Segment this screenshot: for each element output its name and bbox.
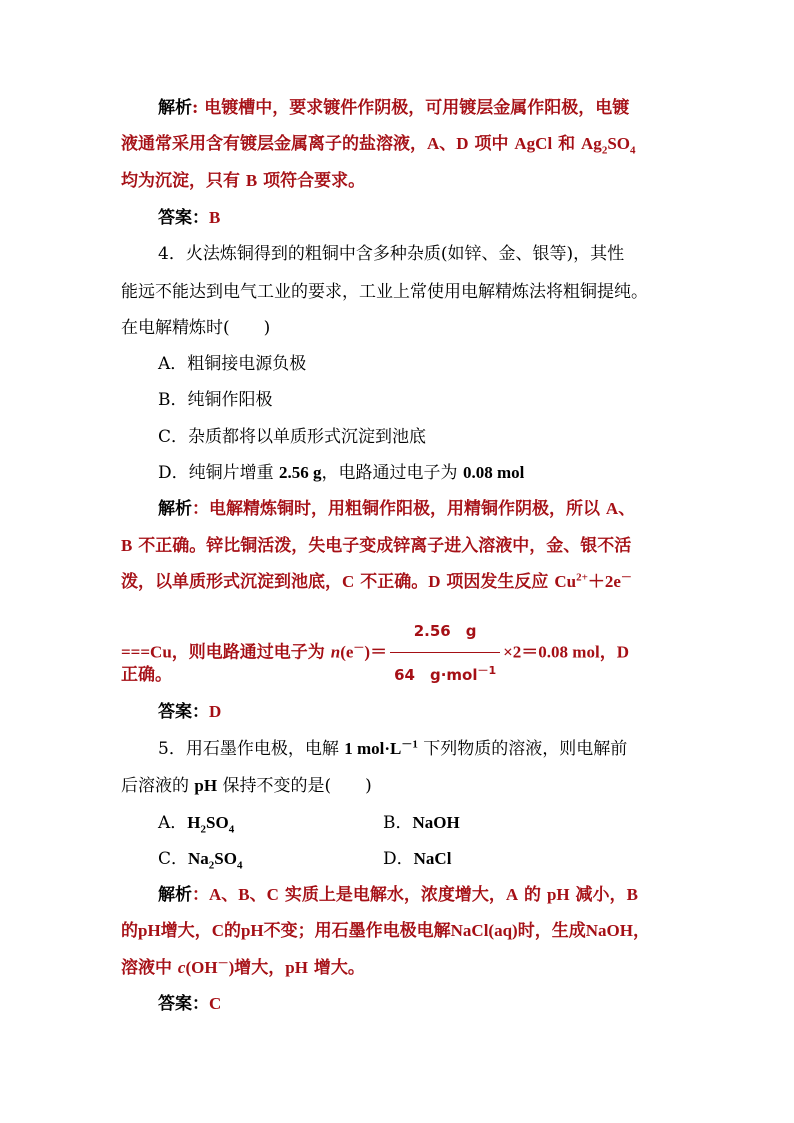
- q5-analysis-label: 解析: [158, 885, 192, 905]
- q4-answer: [158, 701, 221, 723]
- q5-analysis-line-2: 的pH增大，C的pH不变；用石墨作电极电解NaCl(aq)时，生成NaOH，: [121, 921, 650, 941]
- q5-option-a: A．$H_2SO_4$: [158, 813, 235, 836]
- q4-answer-value: D: [209, 702, 222, 721]
- q3-answer-label: 答案：: [158, 208, 209, 228]
- q4-stem-line-3: 在电解精炼时( ): [121, 318, 271, 338]
- q3-analysis-line-3: 均为沉淀，只有 B 项符合要求。: [121, 171, 366, 191]
- q5-answer-value: C: [209, 994, 222, 1013]
- q3-analysis-label: 解析: [158, 98, 192, 118]
- q5-answer: [158, 993, 221, 1015]
- q5-option-b: B．NaOH: [383, 813, 460, 833]
- q4-option-c: C．杂质都将以单质形式沉淀到池底: [158, 427, 427, 447]
- q5-analysis-line-1: 解析：A、B、C 实质上是电解水，浓度增大，A 的 pH 减小，B: [158, 885, 638, 905]
- q5-answer-label: 答案：: [158, 994, 209, 1014]
- q3-analysis-line-2: 液通常采用含有镀层金属离子的盐溶液，A、D 项中 AgCl 和 $Ag_2SO_4$: [121, 134, 636, 157]
- electron-fraction: $\frac{2.56 g}{64 g\cdot mol^{-1}}$: [390, 611, 500, 695]
- q4-analysis-line-4: ===Cu，则电路通过电子为 n(e－)＝ $\frac{2.56 g}{64 g\cdot mol^{-1}}$ ×2＝0.08 mol，D: [121, 611, 629, 695]
- q4-option-b: B．纯铜作阳极: [158, 390, 273, 410]
- q5-stem-line-1: 5．用石墨作电极，电解 1 $mol\cdot L^{-1}$ 下列物质的溶液，则电解前: [158, 738, 628, 759]
- q3-answer-value: B: [209, 208, 221, 227]
- q3-analysis-line-1: 解析: 电镀槽中，要求镀件作阴极，可用镀层金属作阳极，电镀: [158, 98, 630, 118]
- q4-option-a: A．粗铜接电源负极: [158, 354, 307, 374]
- q4-option-d: D．纯铜片增重 2.56 g，电路通过电子为 0.08 mol: [158, 463, 525, 483]
- q4-stem-line-1: 4．火法炼铜得到的粗铜中含多种杂质(如锌、金、银等)，其性: [158, 244, 625, 264]
- q4-answer-label: 答案：: [158, 702, 209, 722]
- q4-analysis-line-1: 解析：电解精炼铜时，用粗铜作阳极，用精铜作阴极，所以 A、: [158, 499, 636, 519]
- q4-analysis-line-2: B 不正确。锌比铜活泼，失电子变成锌离子进入溶液中，金、银不活: [121, 536, 632, 556]
- q4-analysis-label: 解析: [158, 499, 192, 519]
- q5-option-d: D．NaCl: [383, 849, 452, 869]
- q5-option-c: C．$Na_2SO_4$: [158, 849, 243, 872]
- q3-answer: [158, 207, 220, 229]
- q5-analysis-line-3: 溶液中 c(OH－)增大，pH 增大。: [121, 957, 365, 978]
- q4-stem-line-2: 能远不能达到电气工业的要求，工业上常使用电解精炼法将粗铜提纯。: [121, 282, 648, 302]
- q4-analysis-line-3: 泼，以单质形式沉淀到池底，C 不正确。D 项因发生反应 $Cu^{2+}+2e^-$: [121, 571, 632, 592]
- q4-analysis-line-5: 正确。: [121, 665, 172, 685]
- q5-stem-line-2: 后溶液的 pH 保持不变的是( ): [121, 776, 372, 796]
